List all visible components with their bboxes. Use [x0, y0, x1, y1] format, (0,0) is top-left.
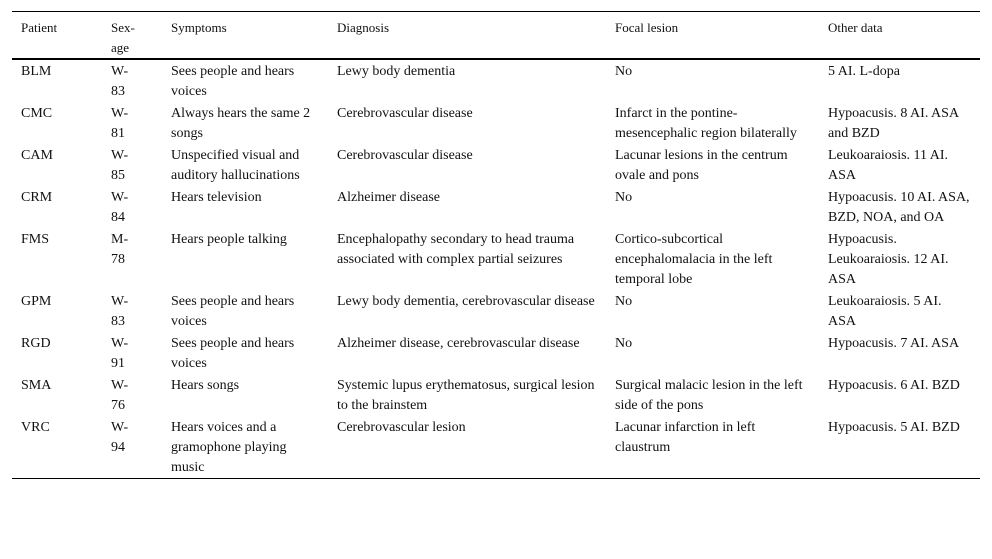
cell-diagnosis: Cerebrovascular disease [337, 148, 473, 163]
table-row [12, 102, 980, 144]
cell-patient: SMA [21, 378, 52, 393]
cell-symptoms: Always hears the same 2 songs [171, 106, 311, 141]
cell-symptoms: Sees people and hears voices [171, 294, 295, 329]
cell-diagnosis: Systemic lupus erythematosus, surgical lesion to the brainstem [337, 378, 595, 413]
cell-symptoms: Hears television [171, 190, 262, 205]
cell-focal-lesion: Infarct in the pontine-mesencephalic region bilaterally [615, 106, 797, 141]
cell-focal-lesion: No [615, 64, 633, 79]
cell-other-data: Hypoacusis. 10 AI. ASA, BZD, NOA, and OA [828, 190, 970, 225]
column-header-symptoms: Symptoms [171, 20, 227, 35]
cell-patient: GPM [21, 294, 52, 309]
table-header-row [12, 12, 980, 60]
cell-symptoms: Sees people and hears voices [171, 336, 295, 371]
column-header-focal-lesion: Focal lesion [615, 20, 679, 35]
table-row [12, 144, 980, 186]
cell-other-data: 5 AI. L-dopa [828, 64, 900, 79]
cell-sex-age: W-76 [111, 378, 129, 413]
patients-table [12, 11, 980, 479]
cell-symptoms: Sees people and hears voices [171, 64, 295, 99]
cell-other-data: Leukoaraiosis. 11 AI. ASA [828, 148, 949, 183]
cell-other-data: Hypoacusis. 5 AI. BZD [828, 420, 960, 435]
cell-patient: BLM [21, 64, 52, 79]
cell-symptoms: Hears people talking [171, 232, 287, 247]
cell-sex-age: W-84 [111, 190, 129, 225]
cell-patient: CAM [21, 148, 53, 163]
cell-diagnosis: Cerebrovascular disease [337, 106, 473, 121]
table-row [12, 332, 980, 374]
column-header-diagnosis: Diagnosis [337, 20, 389, 35]
cell-sex-age: W-85 [111, 148, 129, 183]
table-row [12, 374, 980, 416]
cell-other-data: Hypoacusis. 8 AI. ASA and BZD [828, 106, 959, 141]
cell-symptoms: Hears voices and a gramophone playing music [171, 420, 287, 475]
cell-focal-lesion: Surgical malacic lesion in the left side of the pons [615, 378, 803, 413]
cell-diagnosis: Lewy body dementia, cerebrovascular disease [337, 294, 595, 309]
table-row [12, 416, 980, 479]
cell-symptoms: Hears songs [171, 378, 240, 393]
table-row [12, 290, 980, 332]
cell-diagnosis: Alzheimer disease [337, 190, 441, 205]
cell-sex-age: W-91 [111, 336, 129, 371]
cell-other-data: Hypoacusis. 7 AI. ASA [828, 336, 960, 351]
cell-sex-age: W-83 [111, 64, 129, 99]
column-header-other-data: Other data [828, 20, 883, 35]
cell-diagnosis: Cerebrovascular lesion [337, 420, 466, 435]
cell-focal-lesion: Lacunar infarction in left claustrum [615, 420, 756, 455]
cell-focal-lesion: No [615, 190, 633, 205]
cell-diagnosis: Encephalopathy secondary to head trauma associated with complex partial seizures [337, 232, 575, 267]
cell-other-data: Hypoacusis. Leukoaraiosis. 12 AI. ASA [828, 232, 949, 287]
cell-focal-lesion: Cortico-subcortical encephalomalacia in the left temporal lobe [615, 232, 773, 287]
cell-focal-lesion: Lacunar lesions in the centrum ovale and pons [615, 148, 788, 183]
table-row [12, 186, 980, 228]
column-header-patient: Patient [21, 20, 58, 35]
cell-diagnosis: Alzheimer disease, cerebrovascular disease [337, 336, 580, 351]
cell-sex-age: W-81 [111, 106, 129, 141]
cell-patient: RGD [21, 336, 51, 351]
cell-sex-age: W-94 [111, 420, 129, 455]
cell-focal-lesion: No [615, 336, 633, 351]
cell-symptoms: Unspecified visual and auditory hallucinations [171, 148, 300, 183]
cell-patient: CRM [21, 190, 53, 205]
cell-diagnosis: Lewy body dementia [337, 64, 456, 79]
cell-focal-lesion: No [615, 294, 633, 309]
column-header-sex-age: Sex-age [111, 20, 135, 55]
cell-other-data: Leukoaraiosis. 5 AI. ASA [828, 294, 942, 329]
cell-other-data: Hypoacusis. 6 AI. BZD [828, 378, 960, 393]
table-row [12, 59, 980, 102]
cell-patient: CMC [21, 106, 53, 121]
table-row [12, 228, 980, 290]
cell-patient: FMS [21, 232, 50, 247]
cell-sex-age: M-78 [111, 232, 129, 267]
cell-sex-age: W-83 [111, 294, 129, 329]
cell-patient: VRC [21, 420, 50, 435]
